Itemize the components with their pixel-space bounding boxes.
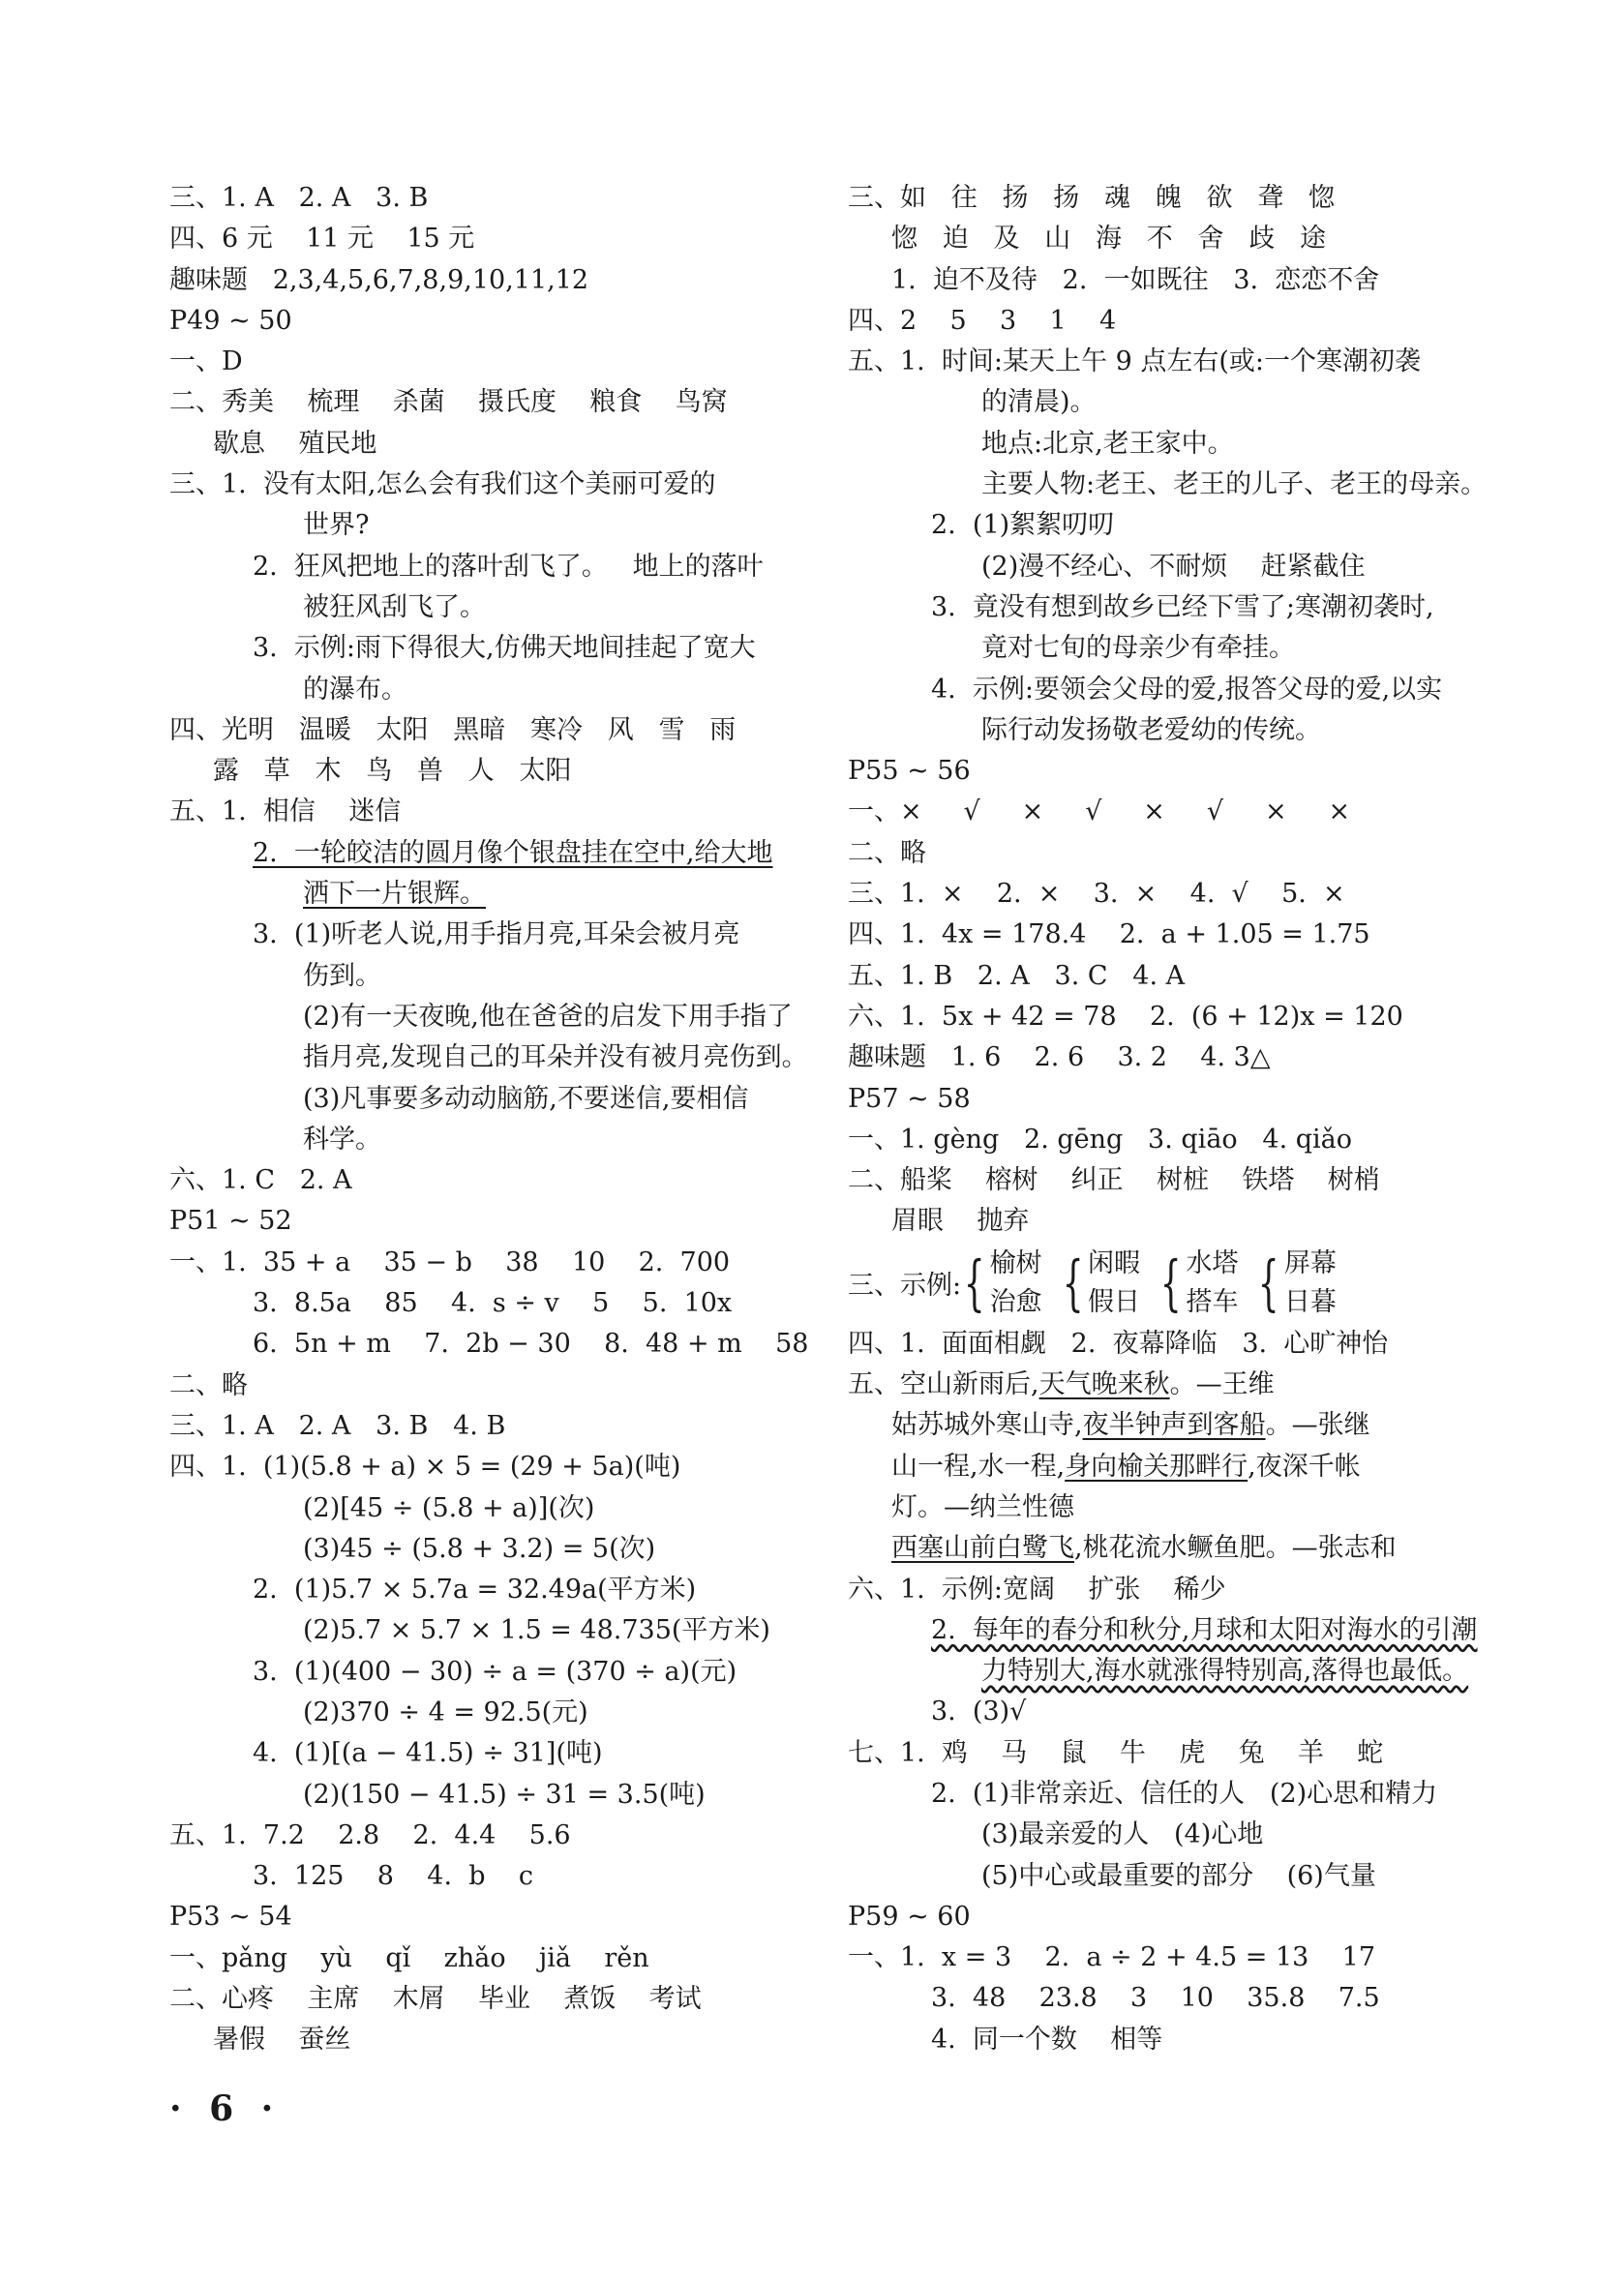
- answer-line: 趣味题 1. 6 2. 6 3. 2 4. 3△: [848, 1042, 1271, 1073]
- section-header: P55 ~ 56: [848, 756, 971, 787]
- brace-word: 治愈: [989, 1286, 1042, 1317]
- brace-example-row: [848, 1243, 1467, 1324]
- wavy-underlined-sentence: 2. 每年的春分和秋分,月球和太阳对海水的引潮: [931, 1614, 1478, 1645]
- answer-line: 四、光明 温暖 太阳 黑暗 寒冷 风 雪 雨: [169, 714, 737, 745]
- answer-line: (5)中心或最重要的部分 (6)气量: [981, 1860, 1376, 1891]
- answer-line: (3)45 ÷ (5.8 + 3.2) = 5(次): [303, 1533, 656, 1564]
- answer-line: 五、1. B 2. A 3. C 4. A: [848, 960, 1186, 991]
- answer-line: 二、略: [848, 837, 926, 868]
- answer-line: 2. (1)絮絮叨叨: [931, 510, 1115, 541]
- brace-glyph: {: [1062, 1246, 1084, 1318]
- answer-line: (2)(150 − 41.5) ÷ 31 = 3.5(吨): [303, 1779, 706, 1810]
- answer-line: 1. 迫不及待 2. 一如既往 3. 恋恋不舍: [891, 264, 1380, 295]
- answer-line: 被狂风刮飞了。: [303, 591, 486, 622]
- brace-word: 日暮: [1283, 1286, 1337, 1317]
- answer-line: 竟对七旬的母亲少有牵挂。: [981, 633, 1295, 664]
- answer-line: 五、1. 时间:某天上午 9 点左右(或:一个寒潮初袭: [848, 346, 1421, 377]
- underlined-sentence: 2. 一轮皎洁的圆月像个银盘挂在空中,给大地: [253, 837, 773, 868]
- answer-line: 4. (1)[(a − 41.5) ÷ 31](吨): [253, 1738, 603, 1769]
- answer-line: 四、1. 面面相觑 2. 夜幕降临 3. 心旷神怡: [848, 1328, 1389, 1359]
- poem-line: 五、空山新雨后,天气晚来秋。—王维: [848, 1369, 1275, 1400]
- answer-line: 一、pǎng yù qǐ zhǎo jiǎ rěn: [169, 1942, 649, 1973]
- answer-line: 眉眼 抛弃: [891, 1206, 1030, 1237]
- answer-line: (3)最亲爱的人 (4)心地: [981, 1819, 1264, 1850]
- answer-line: 2. 狂风把地上的落叶刮飞了。 地上的落叶: [253, 551, 764, 582]
- answer-line: 世界?: [303, 510, 370, 541]
- answer-line: 3. (3)√: [931, 1696, 1027, 1727]
- answer-line: 暑假 蚕丝: [213, 2025, 351, 2056]
- page-number: · 6 ·: [169, 2088, 282, 2129]
- answer-line: (2)漫不经心、不耐烦 赶紧截住: [981, 551, 1366, 582]
- brace-word: 闲暇: [1088, 1247, 1141, 1278]
- answer-line: 二、略: [169, 1369, 248, 1400]
- answer-line: 一、D: [169, 346, 243, 377]
- answer-line: 四、6 元 11 元 15 元: [169, 224, 475, 255]
- answer-line: 2. (1)5.7 × 5.7a = 32.49a(平方米): [253, 1575, 697, 1606]
- answer-line: (3)凡事要多动动脑筋,不要迷信,要相信: [303, 1083, 749, 1114]
- answer-line: 趣味题 2,3,4,5,6,7,8,9,10,11,12: [169, 264, 589, 295]
- answer-line: 4. 示例:要领会父母的爱,报答父母的爱,以实: [931, 674, 1443, 705]
- answer-line: 主要人物:老王、老王的儿子、老王的母亲。: [981, 469, 1488, 500]
- brace-glyph: {: [1159, 1246, 1182, 1318]
- brace-group: [1158, 1245, 1238, 1322]
- underlined-verse: 夜半钟声到客船: [1082, 1410, 1266, 1441]
- answer-line: 指月亮,发现自己的耳朵并没有被月亮伤到。: [303, 1042, 808, 1073]
- brace-glyph: {: [1258, 1246, 1280, 1318]
- answer-line: 五、1. 相信 迷信: [169, 796, 402, 827]
- brace-prefix: 三、示例:: [848, 1271, 962, 1302]
- poem-line: 姑苏城外寒山寺,夜半钟声到客船。—张继: [891, 1410, 1370, 1441]
- answer-line: 一、1. 35 + a 35 − b 38 10 2. 700: [169, 1246, 731, 1277]
- answer-line: 六、1. 示例:宽阔 扩张 稀少: [848, 1574, 1226, 1605]
- answer-line: 4. 同一个数 相等: [931, 2024, 1163, 2055]
- answer-line: 际行动发扬敬老爱幼的传统。: [981, 714, 1321, 745]
- answer-line: (2)5.7 × 5.7 × 1.5 = 48.735(平方米): [303, 1615, 770, 1646]
- answer-line: 伤到。: [303, 960, 381, 991]
- brace-group: [1255, 1245, 1336, 1322]
- answer-line: 四、2 5 3 1 4: [848, 305, 1117, 336]
- poem-line: 灯。—纳兰性德: [891, 1491, 1074, 1522]
- answer-line: 3. 125 8 4. b c: [253, 1861, 533, 1892]
- answer-line: [169, 833, 789, 874]
- brace-group: [1060, 1245, 1140, 1322]
- answer-line: 3. 48 23.8 3 10 35.8 7.5: [931, 1983, 1380, 2014]
- wavy-underlined-sentence: 力特别大,海水就涨得特别高,落得也最低。: [981, 1656, 1469, 1687]
- section-header: P49 ~ 50: [169, 305, 292, 336]
- answer-line: 四、1. 4x = 178.4 2. a + 1.05 = 1.75: [848, 919, 1370, 950]
- answer-line: 的清晨)。: [981, 387, 1097, 418]
- answer-line: 地点:北京,老王家中。: [981, 428, 1234, 459]
- brace-group: [961, 1245, 1041, 1322]
- brace-word: 假日: [1088, 1286, 1141, 1317]
- underlined-verse: 西塞山前白鹭飞: [891, 1533, 1074, 1564]
- section-header: P59 ~ 60: [848, 1901, 971, 1932]
- brace-word: 搭车: [1186, 1286, 1239, 1317]
- answer-line: 3. (1)(400 − 30) ÷ a = (370 ÷ a)(元): [253, 1656, 737, 1687]
- answer-line: 3. 示例:雨下得很大,仿佛天地间挂起了宽大: [253, 633, 756, 664]
- answer-line: (2)有一天夜晚,他在爸爸的启发下用手指了: [303, 1001, 793, 1032]
- answer-line: 一、1. x = 3 2. a ÷ 2 + 4.5 = 13 17: [848, 1942, 1375, 1973]
- answer-line: 的瀑布。: [303, 674, 407, 705]
- answer-line: 五、1. 7.2 2.8 2. 4.4 5.6: [169, 1819, 571, 1850]
- section-header: P51 ~ 52: [169, 1206, 292, 1237]
- answer-line: 七、1. 鸡 马 鼠 牛 虎 兔 羊 蛇: [848, 1737, 1384, 1768]
- brace-word: 水塔: [1186, 1247, 1239, 1278]
- answer-line: 三、如 往 扬 扬 魂 魄 欲 聋 惚: [848, 183, 1335, 213]
- answer-line: 二、船桨 榕树 纠正 树桩 铁塔 树梢: [848, 1165, 1380, 1196]
- answer-line: 3. (1)听老人说,用手指月亮,耳朵会被月亮: [253, 919, 740, 950]
- brace-glyph: {: [963, 1246, 985, 1318]
- answer-line: 二、心疼 主席 木屑 毕业 煮饭 考试: [169, 1984, 702, 2015]
- answer-line: 六、1. C 2. A: [169, 1165, 352, 1196]
- answer-line: 一、1. gèng 2. gēng 3. qiāo 4. qiǎo: [848, 1124, 1353, 1155]
- poem-line: 西塞山前白鹭飞,桃花流水鳜鱼肥。—张志和: [891, 1533, 1397, 1564]
- answer-line: 3. 竟没有想到故乡已经下雪了;寒潮初袭时,: [931, 591, 1434, 622]
- answer-line: 惚 迫 及 山 海 不 舍 歧 途: [891, 224, 1326, 255]
- underlined-verse: 天气晚来秋: [1038, 1369, 1170, 1400]
- answer-line: [848, 1610, 1478, 1651]
- section-header: P57 ~ 58: [848, 1083, 971, 1114]
- answer-line: 3. 8.5a 85 4. s ÷ v 5 5. 10x: [253, 1288, 733, 1319]
- answer-line: 三、1. × 2. × 3. × 4. √ 5. ×: [848, 879, 1345, 910]
- answer-line: 露 草 木 鸟 兽 人 太阳: [213, 756, 572, 787]
- answer-line: 6. 5n + m 7. 2b − 30 8. 48 + m 58: [253, 1329, 809, 1360]
- answer-line: 二、秀美 梳理 杀菌 摄氏度 粮食 鸟窝: [169, 387, 728, 418]
- answer-line: 三、1. A 2. A 3. B: [169, 183, 429, 213]
- right-column: [848, 178, 1488, 2060]
- section-header: P53 ~ 54: [169, 1902, 292, 1933]
- underlined-sentence: 洒下一片银辉。: [303, 879, 486, 910]
- brace-word: 榆树: [989, 1247, 1042, 1278]
- answer-line: 歇息 殖民地: [213, 428, 377, 459]
- underlined-verse: 身向榆关那畔行: [1065, 1451, 1248, 1482]
- answer-line: 三、1. A 2. A 3. B 4. B: [169, 1410, 506, 1441]
- answer-line: 四、1. (1)(5.8 + a) × 5 = (29 + 5a)(吨): [169, 1452, 681, 1483]
- answer-line: [169, 874, 789, 915]
- answer-line: 2. (1)非常亲近、信任的人 (2)心思和精力: [931, 1778, 1438, 1809]
- answer-line: (2)370 ÷ 4 = 92.5(元): [303, 1696, 588, 1727]
- answer-line: [848, 1651, 1467, 1692]
- poem-line: 山一程,水一程,身向榆关那畔行,夜深千帐: [891, 1451, 1361, 1482]
- left-column: [169, 178, 809, 2061]
- answer-line: 三、1. 没有太阳,怎么会有我们这个美丽可爱的: [169, 469, 716, 500]
- answer-line: 科学。: [303, 1124, 381, 1155]
- answer-line: 六、1. 5x + 42 = 78 2. (6 + 12)x = 120: [848, 1001, 1403, 1032]
- answer-line: 一、× √ × √ × √ × ×: [848, 796, 1351, 827]
- answer-line: (2)[45 ÷ (5.8 + a)](次): [303, 1492, 595, 1523]
- brace-word: 屏幕: [1283, 1247, 1337, 1278]
